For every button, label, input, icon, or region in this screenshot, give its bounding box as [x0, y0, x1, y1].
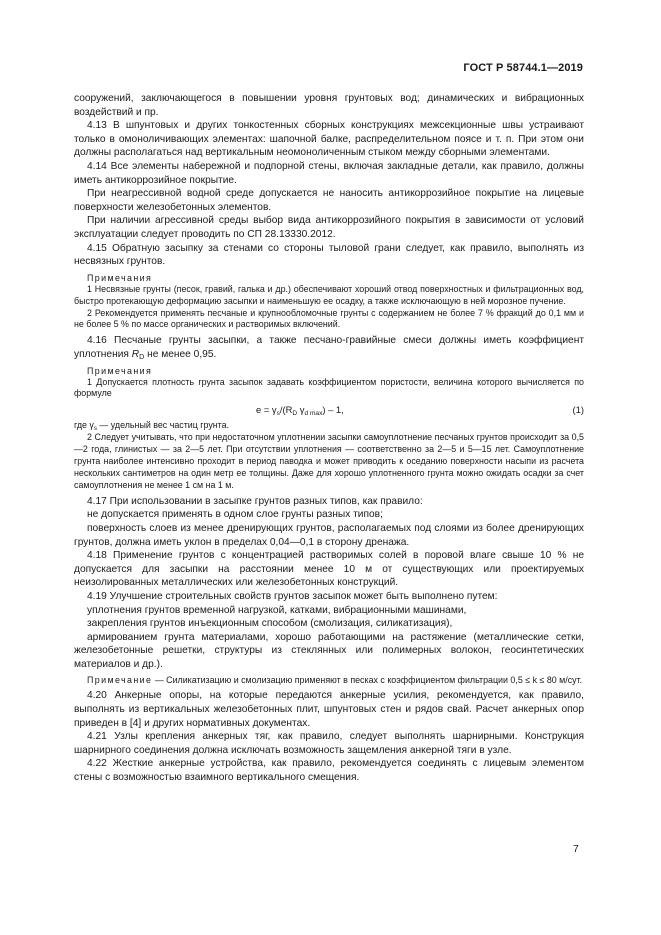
note-item: 1 Несвязные грунты (песок, гравий, галька и др.) обеспечивают хороший отвод поверхностных и фильтрационных вод, быстро протекающую деформацию засыпки и наименьшую ее осадку, а также исключающую в ней морозное пучение.	[74, 283, 584, 306]
paragraph-continuation: сооружений, заключающегося в повышении уровня грунтовых вод; динамических и вибрационных воздействий и пр.	[74, 93, 584, 118]
page-body	[74, 92, 584, 785]
paragraph-4-14-c: При наличии агрессивной среды выбор вида антикоррозийного покрытия в зависимости от условий эксплуатации следует проводить по СП 28.13330.2012.	[74, 215, 584, 240]
paragraph-4-21: 4.21 Узлы крепления анкерных тяг, как правило, следует выполнять шарнирными. Конструкция шарнирного соединения должна исключать возможность защемления анкерной тяги в узле.	[74, 731, 584, 756]
paragraph-4-18: 4.18 Применение грунтов с концентрацией растворимых солей в поровой влаге свыше 10 % не допускается для засыпки на расстоянии менее 10 м от существующих или проектируемых неизолированных металлических или железобетонных конструкций.	[74, 550, 584, 589]
paragraph-4-22: 4.22 Жесткие анкерные устройства, как правило, рекомендуется соединять с лицевым элементом стены с возможностью взаимного вертикального смещения.	[74, 758, 584, 783]
note-label: Примечание	[87, 674, 153, 685]
formula-number: (1)	[572, 404, 584, 416]
formula-expression: $e = \gamma_s/(R_D$ $\gamma_{d max}) - 1$,	[256, 404, 344, 418]
paragraph-4-16-tail: не менее 0,95.	[144, 348, 217, 360]
paragraph-4-16	[74, 334, 584, 361]
paragraph-4-19: 4.19 Улучшение строительных свойств грунтов засыпок может быть выполнено путем:	[87, 590, 498, 602]
density-subscript: D	[139, 352, 145, 361]
formula-where: где $\gamma_s$ — удельный вес частиц грунта.	[74, 420, 230, 433]
paragraph-4-19-b: закрепления грунтов инъекционным способом (смолизация, силикатизация),	[87, 618, 453, 630]
paragraph-4-20: 4.20 Анкерные опоры, на которые передаются анкерные усилия, рекомендуется, как правило, выполнять из вертикальных железобетонных плит, шпунтовых стен и рядов свай. Расчет анкерных опор приведен в [4] и других нормативных документах.	[74, 690, 584, 729]
paragraph-4-16-text: 4.16 Песчаные грунты засыпки, а также песчано-гравийные смеси должны иметь коэффициент уплотнения	[74, 335, 584, 360]
paragraph-4-17-a: не допускается применять в одном слое грунты разных типов;	[87, 509, 383, 521]
note-item: 2 Рекомендуется применять песчаные и крупнообломочные грунты с содержанием не более 7 % фракций до 0,1 мм и не более 5 % по массе органических и растворимых включений.	[74, 307, 584, 330]
paragraph-4-14: 4.14 Все элементы набережной и подпорной стены, включая закладные детали, как правило, должны иметь антикоррозийное покрытие.	[74, 160, 584, 186]
paragraph-4-14-b: При неагрессивной водной среде допускается не наносить антикоррозийное покрытие на лицевые поверхности железобетонных элементов.	[74, 188, 584, 213]
note-text: — Силикатизацию и смолизацию применяют в песках с коэффициентом фильтрации 0,5 ≤ k ≤ 80 м/сут.	[152, 674, 583, 685]
paragraph-4-13: 4.13 В шпунтовых и других тонкостенных сборных конструкциях межсекционные швы устраивают только в омоноличивающих элементах: шапочной балке, распределительном поясе и т. п. При этом они должны располагаться над вертикальным неомоноличенным стыком между сборными элементами.	[74, 120, 584, 159]
paragraph-4-19-c: армированием грунта материалами, хорошо работающими на растяжение (металлические сетки, железобетонные решетки, структуры из стеклянных или полимерных волокон, геосинтетических материалов и др.).	[74, 631, 584, 670]
paragraph-4-17: 4.17 При использовании в засыпке грунтов разных типов, как правило:	[87, 495, 423, 507]
notes-heading: Примечания	[87, 272, 153, 283]
standard-designation: ГОСТ Р 58744.1—2019	[463, 62, 583, 74]
note-item: 2 Следует учитывать, что при недостаточном уплотнении засыпки самоуплотнение песчаных грунтов происходит за 0,5—2 года, глинистых — за 2—5 лет. При отсутствии уплотнения — соответственно за 2—5 и 5—15 лет. Самоуплотнение грунта наиболее интенсивно проходит в период паводка и может приводить к оседанию поверхности насыпи из расчета нескольких сантиметров на один метр ее толщины. Даже для хорошо уплотненного грунта можно ожидать осадки за счет самоуплотнения не менее 1 см на 1 м.	[74, 432, 584, 490]
note-item: 1 Допускается плотность грунта засыпок задавать коэффициентом пористости, величина которого вычисляется по формуле	[74, 376, 584, 399]
notes-heading: Примечания	[87, 365, 153, 376]
note-silicatization	[74, 675, 584, 687]
paragraph-4-17-b: поверхность слоев из менее дренирующих грунтов, располагаемых под слоями из более дренирующих грунтов, должна иметь уклон в пределах 0,04—0,1 в сторону дренажа.	[74, 522, 584, 548]
density-symbol: R	[131, 348, 140, 360]
page-number: 7	[573, 843, 579, 855]
paragraph-4-19-a: уплотнения грунтов временной нагрузкой, катками, вибрационными машинами,	[87, 604, 467, 616]
paragraph-4-15: 4.15 Обратную засыпку за стенами со стороны тыловой грани следует, как правило, выполнять из несвязных грунтов.	[74, 242, 584, 268]
formula-1	[74, 400, 584, 420]
